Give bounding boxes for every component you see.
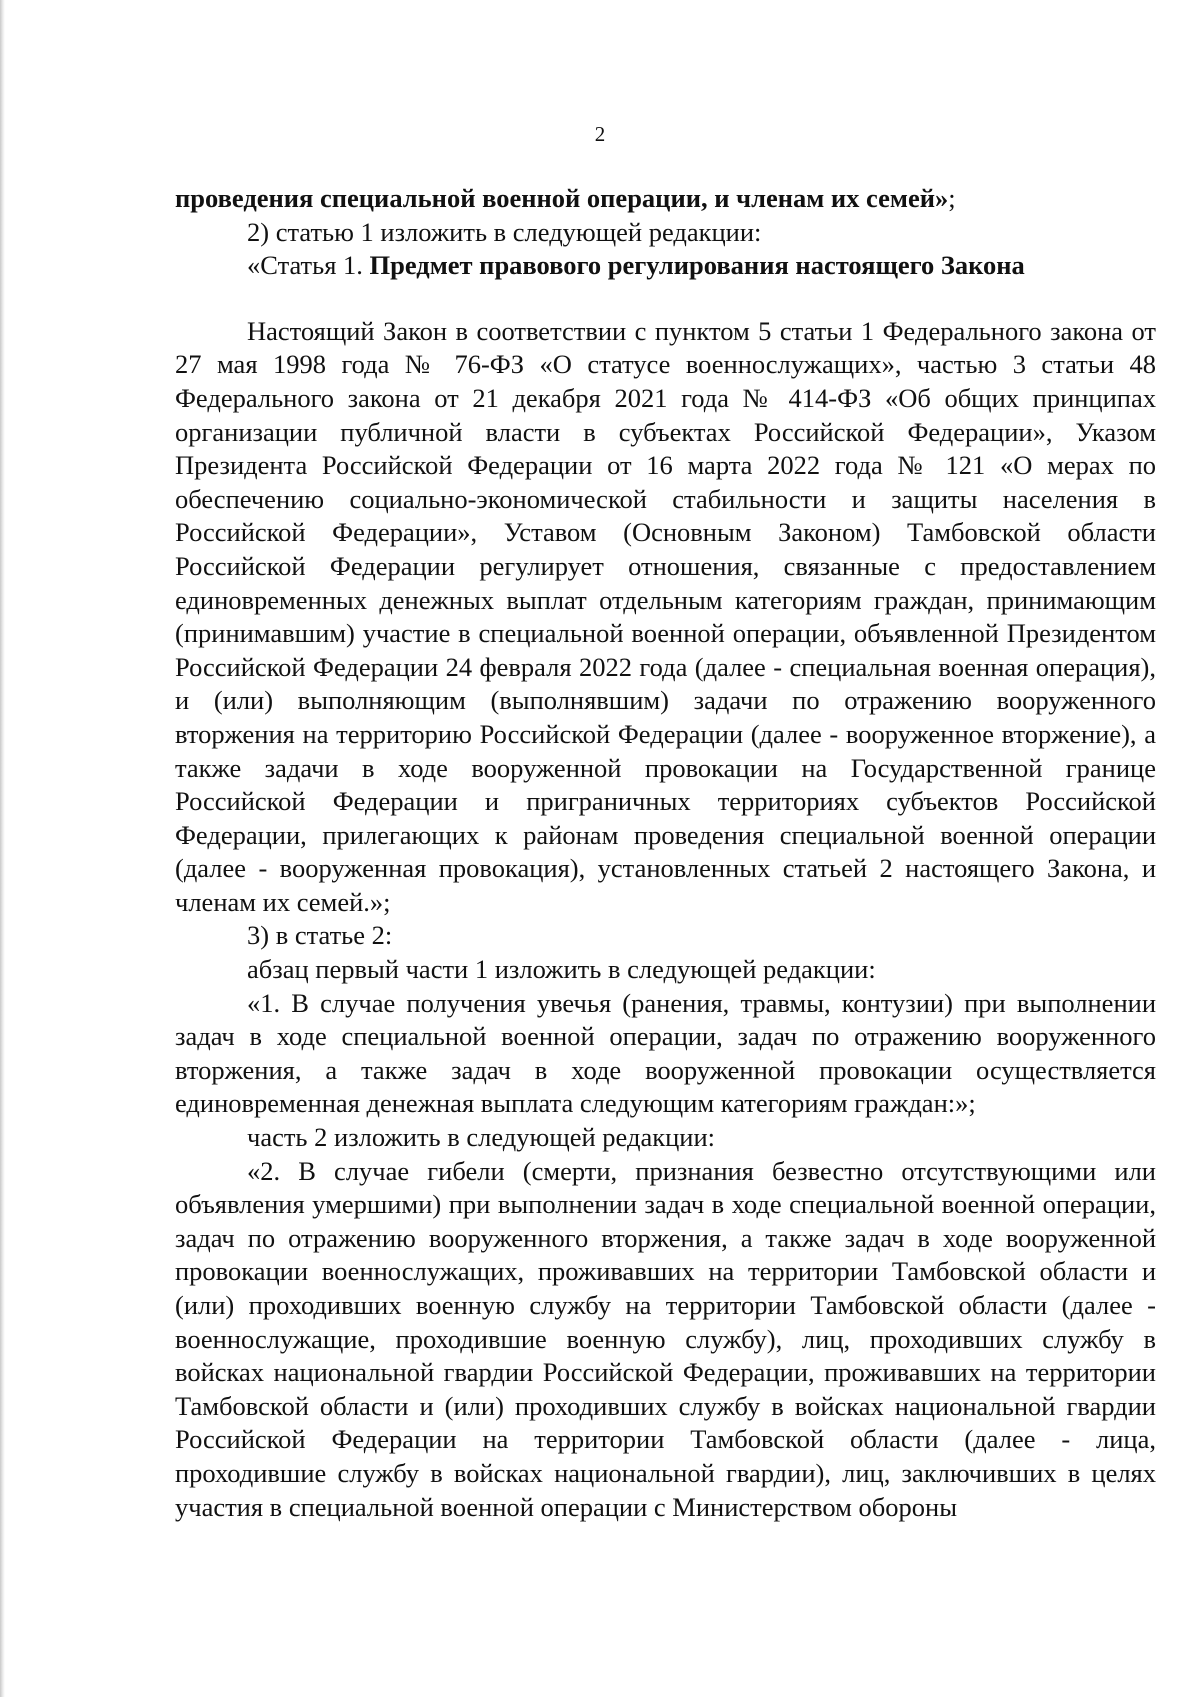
blank-line	[175, 283, 1156, 315]
part-2-intro: часть 2 изложить в следующей редакции:	[247, 1122, 715, 1153]
amendment-item-2: 2) статью 1 изложить в следующей редакции:	[247, 216, 762, 247]
article-heading	[175, 249, 1156, 283]
page-number: 2	[594, 122, 606, 146]
part-1-text: «1. В случае получения увечья (ранения, травмы, контузии) при выполнении задач в ходе специальной военной операции, задач по отражению вооруженного вторжения, а также задач в ходе вооруженной провокации осуществляется единовременная денежная выплата следующим категориям граждан:»;	[175, 987, 1156, 1119]
article-label: «Статья 1.	[247, 250, 370, 281]
continued-bold-line	[175, 182, 1156, 216]
line-tail: ;	[948, 183, 956, 213]
document-body	[175, 182, 1156, 1524]
amendment-item-3: 3) в статье 2:	[247, 920, 393, 951]
part-2-text: «2. В случае гибели (смерти, признания безвестно отсутствующими или объявления умершими) при выполнении задач в ходе специальной военной операции, задач по отражению вооруженного вторжения, а также задач в ходе вооруженной провокации военнослужащих, проживавших на территории Тамбовской области и (или) проходивших военную службу на территории Тамбовской области (далее - военнослужащие, проходившие военную службу), лиц, проходивших службу в войсках национальной гвардии Российской Федерации, проживавших на территории Тамбовской области и (или) проходивших службу в войсках национальной гвардии Российской Федерации на территории Тамбовской области (далее - лица, проходившие службу в войсках национальной гвардии), лиц, заключивших в целях участия в специальной военной операции с Министерством обороны	[175, 1155, 1156, 1522]
bold-fragment: проведения специальной военной операции, и членам их семей»	[175, 183, 949, 213]
part-1-intro: абзац первый части 1 изложить в следующей редакции:	[247, 954, 876, 985]
article-1-paragraph: Настоящий Закон в соответствии с пунктом 5 статьи 1 Федерального закона от 27 мая 1998 года № 76-ФЗ «О статусе военнослужащих», частью 3 статьи 48 Федерального закона от 21 декабря 2021 года № 414-ФЗ «Об общих принципах организации публичной власти в субъектах Российской Федерации», Указом Президента Российской Федерации от 16 марта 2022 года № 121 «О мерах по обеспечению социально-экономической стабильности и защиты населения в Российской Федерации», Уставом (Основным Законом) Тамбовской области Российской Федерации регулирует отношения, связанные с предоставлением единовременных денежных выплат отдельным категориям граждан, принимающим (принимавшим) участие в специальной военной операции, объявленной Президентом Российской Федерации 24 февраля 2022 года (далее - специальная военная операция), и (или) выполняющим (выполнявшим) задачи по отражению вооруженного вторжения на территорию Российской Федерации (далее - вооруженное вторжение), а также задачи в ходе вооруженной провокации на Государственной границе Российской Федерации и приграничных территориях субъектов Российской Федерации, прилегающих к районам проведения специальной военной операции (далее - вооруженная провокация), установленных статьей 2 настоящего Закона, и членам их семей.»;	[175, 315, 1156, 917]
article-title: Предмет правового регулирования настоящего Закона	[369, 250, 1025, 281]
scan-edge-shadow	[0, 0, 5, 1697]
